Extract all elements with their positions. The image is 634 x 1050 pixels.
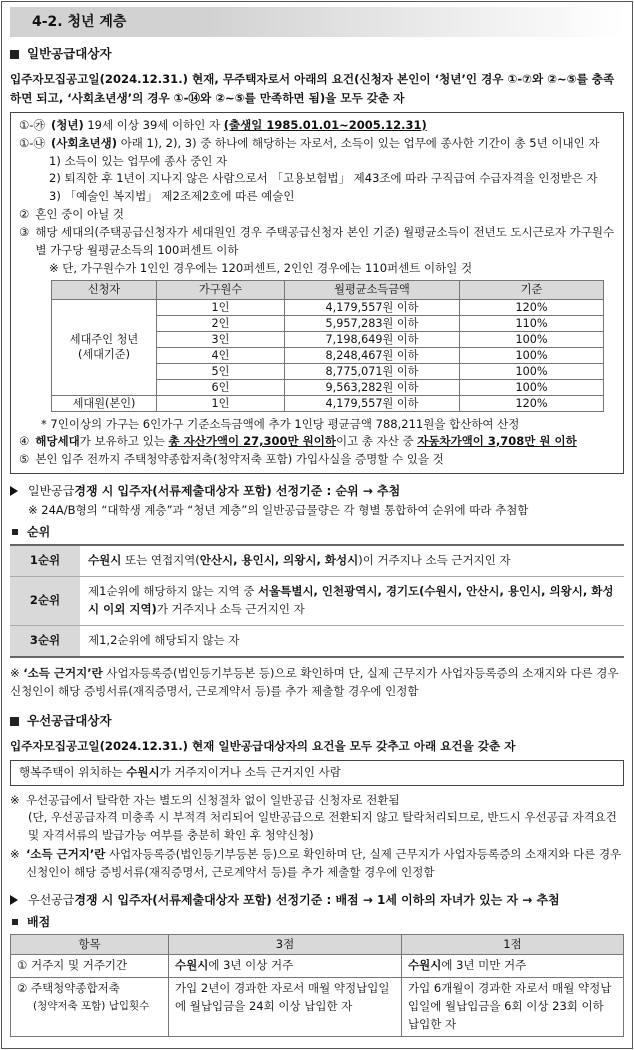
rank-1-label: 1순위 bbox=[10, 545, 80, 576]
rank-1-desc: 수원시 또는 연접지역(안산시, 용인시, 의왕시, 화성시)이 거주지나 소득 근거지인 자 bbox=[80, 545, 624, 576]
score-header-1: 1점 bbox=[402, 935, 624, 955]
table-row bbox=[10, 625, 624, 656]
general-lead: 입주자모집공고일(2024.12.31.) 현재, 무주택자로서 아래의 요건(신청자 본인이 ‘청년’인 경우 ①-⑦와 ②~⑤를 충족하면 되고, ‘사회초년생’의 경우 ①-⑭와 ②~⑤를 만족하면 됨)을 모두 갖춘 자 bbox=[10, 71, 615, 105]
income-header-standard: 기준 bbox=[460, 280, 604, 299]
marker: ①-㉯ bbox=[19, 135, 45, 150]
rank-2-desc: 제1순위에 해당하지 않는 지역 중 서울특별시, 인천광역시, 경기도(수원시, 안산시, 용인시, 의왕시, 화성시 이외 지역)가 거주지나 소득 근거지인 자 bbox=[80, 577, 624, 626]
criterion-3 bbox=[19, 224, 615, 260]
rank-3-label: 3순위 bbox=[10, 625, 80, 656]
score-item-savings: ② 주택청약종합저축 (청약저축 포함) 납입횟수 bbox=[11, 978, 169, 1036]
general-selection-note: ※ 24A/B형의 “대학생 계층”과 “청년 계층”의 일반공급물량은 각 형별 통합하여 순위에 따라 추첨함 bbox=[28, 502, 529, 517]
table-row: 세대원(본인) 1인 4,179,557원 이하 120% bbox=[52, 395, 604, 411]
priority-requirement-box: 행복주택이 위치하는 수원시가 거주지이거나 소득 근거지인 사람 bbox=[10, 760, 624, 785]
triangle-bullet-icon bbox=[10, 486, 18, 496]
section-title: 4-2. 청년 계층 bbox=[10, 7, 624, 37]
income-header-applicant: 신청자 bbox=[52, 280, 157, 299]
criterion-1a bbox=[19, 117, 615, 135]
criterion-4: ④ 해당세대가 보유하고 있는 총 자산가액이 27,300만 원이하이고 총 자산 중 자동차가액이 3,708만 원 이하 bbox=[19, 433, 615, 451]
table-row: 5인 8,775,071원 이하 100% bbox=[52, 363, 604, 379]
small-square-icon bbox=[12, 919, 18, 925]
criterion-1b bbox=[19, 135, 615, 153]
rank-3-desc: 제1,2순위에 해당되지 않는 자 bbox=[80, 625, 624, 656]
income-header-income: 월평균소득금액 bbox=[285, 280, 460, 299]
priority-selection: 우선공급 경쟁 시 입주자(서류제출대상자 포함) 선정기준 : 배점 → 1세 이하의 자녀가 있는 자 → 추첨 bbox=[10, 891, 624, 909]
criterion-text: 본인 입주 전까지 주택청약종합저축(청약저축 포함) 가입사실을 증명할 수 있을 것 bbox=[35, 451, 444, 466]
general-selection: 일반공급 경쟁 시 입주자(서류제출대상자 포함) 선정기준 : 순위 → 추첨 bbox=[10, 482, 624, 500]
rank-2-label: 2순위 bbox=[10, 577, 80, 626]
subitem-1: 1) 소득이 있는 업무에 종사 중인 자 bbox=[49, 153, 228, 168]
table-row bbox=[10, 577, 624, 626]
marker: ③ bbox=[19, 224, 30, 239]
marker: ④ bbox=[19, 434, 30, 448]
asset-limit: 총 자산가액이 27,300만 원이하 bbox=[168, 434, 336, 448]
small-square-icon bbox=[12, 529, 18, 535]
marker: ①-㉮ bbox=[19, 118, 45, 132]
priority-heading: 우선공급대상자 bbox=[10, 712, 624, 731]
criterion-text: 19세 이상 39세 이하인 자 bbox=[87, 118, 221, 132]
criterion-3-extra: * 7인이상의 가구는 6인가구 기준소득금액에 추가 1인당 평균금액 788,211원을 합산하여 산정 bbox=[41, 416, 520, 431]
criterion-5 bbox=[19, 451, 615, 469]
criterion-text: 혼인 중이 아닐 것 bbox=[35, 207, 125, 222]
square-bullet-icon bbox=[10, 717, 19, 726]
table-row: 4인 8,248,467원 이하 100% bbox=[52, 347, 604, 363]
income-header-members: 가구원수 bbox=[157, 280, 285, 299]
square-bullet-icon bbox=[10, 50, 19, 59]
priority-note-1-sub: (단, 우선공급자격 미충족 시 부적격 처리되어 일반공급으로 전환되지 않고 탈락처리되므로, 반드시 우선공급 자격요건 및 자격서류의 발급가능 여부를 충분히 확인 후 청약신청) bbox=[28, 809, 617, 842]
criterion-label: (사회초년생) bbox=[50, 135, 118, 150]
score-header-item: 항목 bbox=[11, 935, 169, 955]
general-heading bbox=[10, 45, 624, 64]
table-row: 3인 7,198,649원 이하 100% bbox=[52, 331, 604, 347]
subitem-2: 2) 퇴직한 후 1년이 지나지 않은 사람으로서 「고용보험법」 제43조에 따라 구직급여 수급자격을 인정받은 자 bbox=[49, 171, 598, 186]
priority-note-1: ※ 우선공급에서 탈락한 자는 별도의 신청절차 없이 일반공급 신청자로 전환됨 bbox=[10, 792, 400, 807]
priority-lead: 입주자모집공고일(2024.12.31.) 현재 일반공급대상자의 요건을 모두 갖추고 아래 요건을 갖춘 자 bbox=[10, 739, 516, 754]
page bbox=[1, 1, 633, 1049]
general-heading-text: 일반공급대상자 bbox=[27, 46, 112, 61]
score-header-3: 3점 bbox=[169, 935, 402, 955]
birth-range: (출생일 1985.01.01~2005.12.31) bbox=[223, 118, 427, 132]
criterion-text: 해당 세대의(주택공급신청자가 세대원인 경우 주택공급신청자 본인 기준) 월평균소득이 전년도 도시근로자 가구원수별 가구당 월평균소득의 100퍼센트 이하 bbox=[35, 224, 615, 257]
subitem-3: 3) 「예술인 복지법」 제2조제2호에 따른 예술인 bbox=[49, 189, 295, 204]
income-group-household-head: 세대주인 청년 (세대기준) bbox=[52, 299, 157, 395]
triangle-bullet-icon bbox=[10, 895, 18, 905]
table-row: 2인 5,957,283원 이하 110% bbox=[52, 315, 604, 331]
criterion-label: (청년) bbox=[50, 118, 84, 132]
score-table bbox=[10, 934, 624, 1036]
priority-note-2: ※ ‘소득 근거지’란 사업자등록증(법인등기부등본 등)으로 확인하며 단, 실제 근무지가 사업자등록증의 소재지와 다른 경우 신청인이 해당 증빙서류(재직증명서, 근로계약서 등)를 추가 제출할 경우에 인정함 bbox=[10, 846, 622, 879]
score-item-residence: ① 거주지 및 거주기간 bbox=[11, 955, 169, 978]
criterion-2 bbox=[19, 206, 615, 224]
general-requirements-box bbox=[10, 112, 624, 474]
table-row: 세대주인 청년 (세대기준) 1인 4,179,557원 이하 120% bbox=[52, 299, 604, 315]
table-row bbox=[10, 545, 624, 576]
rank-table bbox=[10, 544, 624, 657]
marker: ⑤ bbox=[19, 451, 30, 466]
rank-note: ※ ‘소득 근거지’란 사업자등록증(법인등기부등본 등)으로 확인하며 단, 실제 근무지가 사업자등록증의 소재지와 다른 경우 신청인이 해당 증빙서류(재직증명서, 근로계약서 등)를 추가 제출할 경우에 인정함 bbox=[10, 665, 619, 699]
criterion-1b-subitems bbox=[19, 153, 615, 206]
income-group-member: 세대원(본인) bbox=[52, 395, 157, 411]
income-table bbox=[51, 280, 604, 412]
criterion-text: 아래 1), 2), 3) 중 하나에 해당하는 자로서, 소득이 있는 업무에 종사한 기간이 총 5년 이내인 자 bbox=[120, 135, 600, 150]
table-row: 6인 9,563,282원 이하 100% bbox=[52, 379, 604, 395]
rank-heading: 순위 bbox=[10, 523, 624, 541]
score-heading: 배점 bbox=[10, 913, 624, 931]
table-row: ① 거주지 및 거주기간 수원시에 3년 이상 거주 수원시에 3년 미만 거주 bbox=[11, 955, 624, 978]
table-row: ② 주택청약종합저축 (청약저축 포함) 납입횟수 가입 2년이 경과한 자로서 매월 약정납입일에 월납입금을 24회 이상 납입한 자 가입 6개월이 경과한 자로서 매월 약정납입일에 월납입금을 6회 이상 23회 이하 납입한 자 bbox=[11, 978, 624, 1036]
car-limit: 자동차가액이 3,708만 원 이하 bbox=[417, 434, 577, 448]
marker: ② bbox=[19, 207, 30, 222]
criterion-3-note: ※ 단, 가구원수가 1인인 경우에는 120퍼센트, 2인인 경우에는 110퍼센트 이하일 것 bbox=[49, 260, 473, 275]
